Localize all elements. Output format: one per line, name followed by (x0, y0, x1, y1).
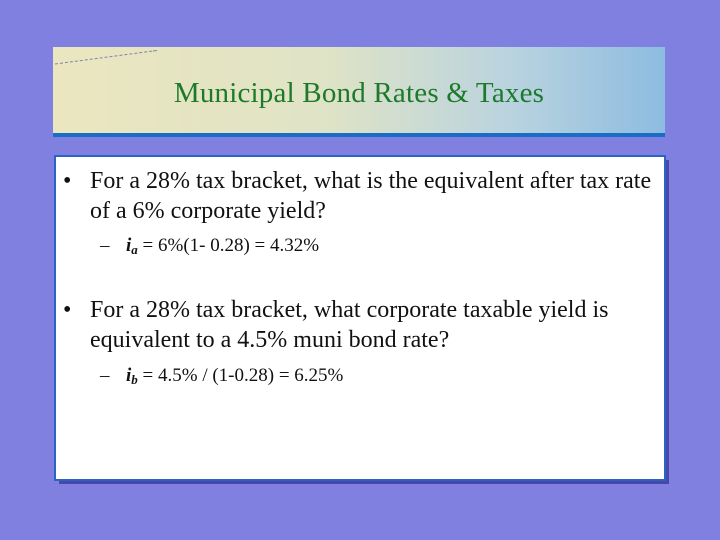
bullet-marker: • (63, 168, 72, 194)
title-banner (53, 47, 665, 137)
formula-text: = 6%(1- 0.28) = 4.32% (137, 235, 320, 256)
dash-marker: – (100, 235, 110, 256)
formula-line (126, 235, 319, 257)
bullet-marker: • (63, 297, 72, 323)
bullet-text: For a 28% tax bracket, what is the equivalent after tax rate of a 6% corporate yield? (90, 168, 652, 224)
formula-line (126, 365, 343, 387)
dash-marker: – (100, 365, 110, 386)
variable: $i_b$ (126, 365, 138, 387)
decorative-dashed-line (53, 47, 193, 67)
variable: $i_a$ (126, 235, 138, 257)
bullet-text: For a 28% tax bracket, what corporate taxable yield is equivalent to a 4.5% muni bond rate? (90, 297, 609, 353)
slide-title: Municipal Bond Rates & Taxes (173, 77, 545, 109)
formula-text: = 4.5% / (1-0.28) = 6.25% (137, 365, 344, 386)
content-panel (54, 155, 666, 481)
